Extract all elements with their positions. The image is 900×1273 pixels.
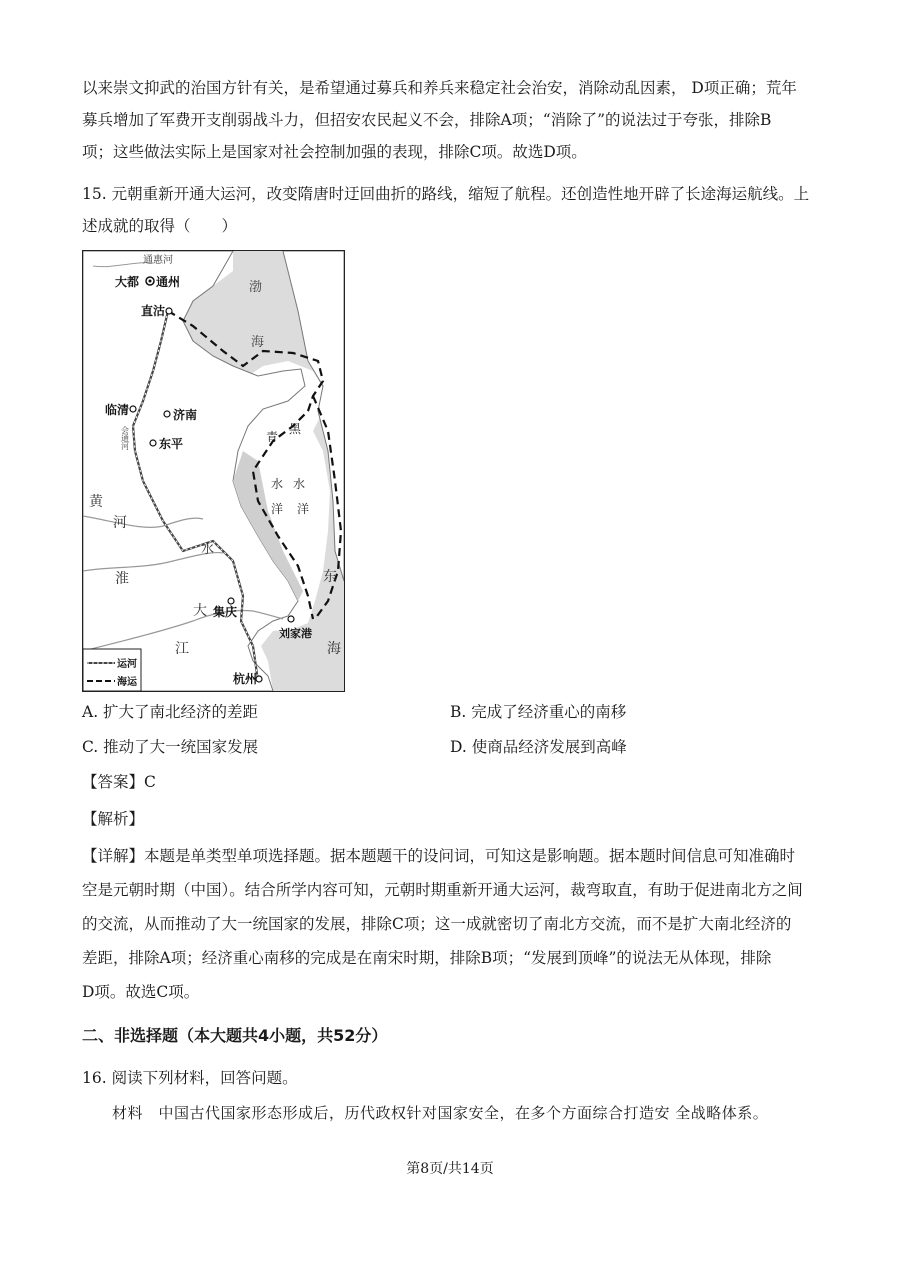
- prev-explanation-line-1: 以来崇文抑武的治国方针有关，是希望通过募兵和养兵来稳定社会治安，消除动乱因素， D项正确；荒年: [82, 79, 797, 97]
- option-c: C. 推动了大一统国家发展: [82, 738, 259, 756]
- label-tonghui-river: 通惠河: [143, 255, 173, 266]
- detail-line-2: 空是元朝时期（中国）。结合所学内容可知，元朝时期重新开通大运河，裁弯取直，有助于促进南北方之间: [82, 881, 803, 899]
- option-b: B. 完成了经济重心的南移: [450, 703, 627, 721]
- label-shui: 水: [201, 542, 215, 557]
- label-bohai-1: 渤: [249, 280, 263, 295]
- prev-explanation-line-3: 项；这些做法实际上是国家对社会控制加强的表现，排除C项。故选D项。: [82, 143, 587, 161]
- legend-canal-label: 运河: [117, 659, 137, 670]
- label-he: 河: [113, 515, 127, 531]
- label-yang2: 洋: [297, 502, 310, 516]
- label-hangzhou: 杭州: [233, 672, 258, 686]
- q16-stem: 16. 阅读下列材料，回答问题。: [82, 1069, 298, 1087]
- label-east-1: 东: [323, 569, 337, 585]
- detail-line-5: D项。故选C项。: [82, 983, 200, 1001]
- jinan-marker: [164, 411, 170, 417]
- label-yang1: 洋: [271, 502, 284, 516]
- q15-stem-line-2: 述成就的取得（ ）: [82, 217, 238, 235]
- linqing-marker: [130, 406, 136, 412]
- q16-material: 材料 中国古代国家形态形成后，历代政权针对国家安全，在多个方面综合打造安 全战略体系。: [112, 1104, 769, 1122]
- label-dadu: 大都: [115, 275, 140, 289]
- dadu-marker-dot: [149, 280, 152, 283]
- label-huitong-river: 会通河: [120, 426, 130, 450]
- answer: 【答案】C: [82, 773, 156, 791]
- label-huang: 黄: [89, 494, 103, 510]
- zhigu-marker: [166, 308, 172, 314]
- label-tongzhou: 通州: [156, 275, 181, 289]
- label-zhigu: 直沽: [141, 304, 166, 318]
- map-svg: [83, 251, 344, 691]
- page-footer: 第8页/共14页: [406, 1161, 494, 1177]
- label-hei: 黑: [289, 422, 302, 436]
- section-2-title: 二、非选择题（本大题共4小题，共52分）: [82, 1026, 388, 1045]
- label-shui2: 水: [271, 477, 284, 491]
- detail-line-3: 的交流，从而推动了大一统国家的发展，排除C项；这一成就密切了南北方交流，而不是扩大南北经济的: [82, 915, 792, 933]
- label-linqing: 临清: [105, 403, 130, 417]
- dongping-marker: [150, 440, 156, 446]
- legend-sea-label: 海运: [117, 677, 137, 688]
- label-jiqing: 集庆: [213, 605, 238, 619]
- detail-line-1: 【详解】本题是单类型单项选择题。据本题题干的设问词，可知这是影响题。据本题时间信息可知准确时: [82, 847, 796, 865]
- option-a: A. 扩大了南北经济的差距: [82, 703, 259, 721]
- label-jinan: 济南: [173, 408, 198, 422]
- q15-stem-line-1: 15. 元朝重新开通大运河，改变隋唐时迂回曲折的路线，缩短了航程。还创造性地开辟了长途海运航线。上: [82, 185, 810, 203]
- label-qing: 青: [266, 430, 279, 444]
- liujiagang-marker: [288, 616, 294, 622]
- label-jiang: 江: [175, 641, 189, 657]
- yuan-canal-sea-route-map: [82, 250, 345, 692]
- label-huai: 淮: [115, 571, 129, 587]
- analysis-label: 【解析】: [82, 810, 145, 828]
- prev-explanation-line-2: 募兵增加了军费开支削弱战斗力，但招安农民起义不会，排除A项；“消除了”的说法过于夸张，排除B: [82, 111, 772, 129]
- label-dongping: 东平: [159, 437, 184, 451]
- label-da: 大: [193, 603, 207, 619]
- label-bohai-2: 海: [251, 335, 265, 350]
- jiqing-marker: [228, 598, 234, 604]
- detail-line-4: 差距，排除A项；经济重心南移的完成是在南宋时期，排除B项；“发展到顶峰”的说法无从体现，排除: [82, 949, 772, 967]
- label-shui3: 水: [293, 477, 306, 491]
- label-liujiagang: 刘家港: [279, 627, 312, 640]
- label-east-2: 海: [327, 641, 341, 657]
- option-d: D. 使商品经济发展到高峰: [450, 738, 627, 756]
